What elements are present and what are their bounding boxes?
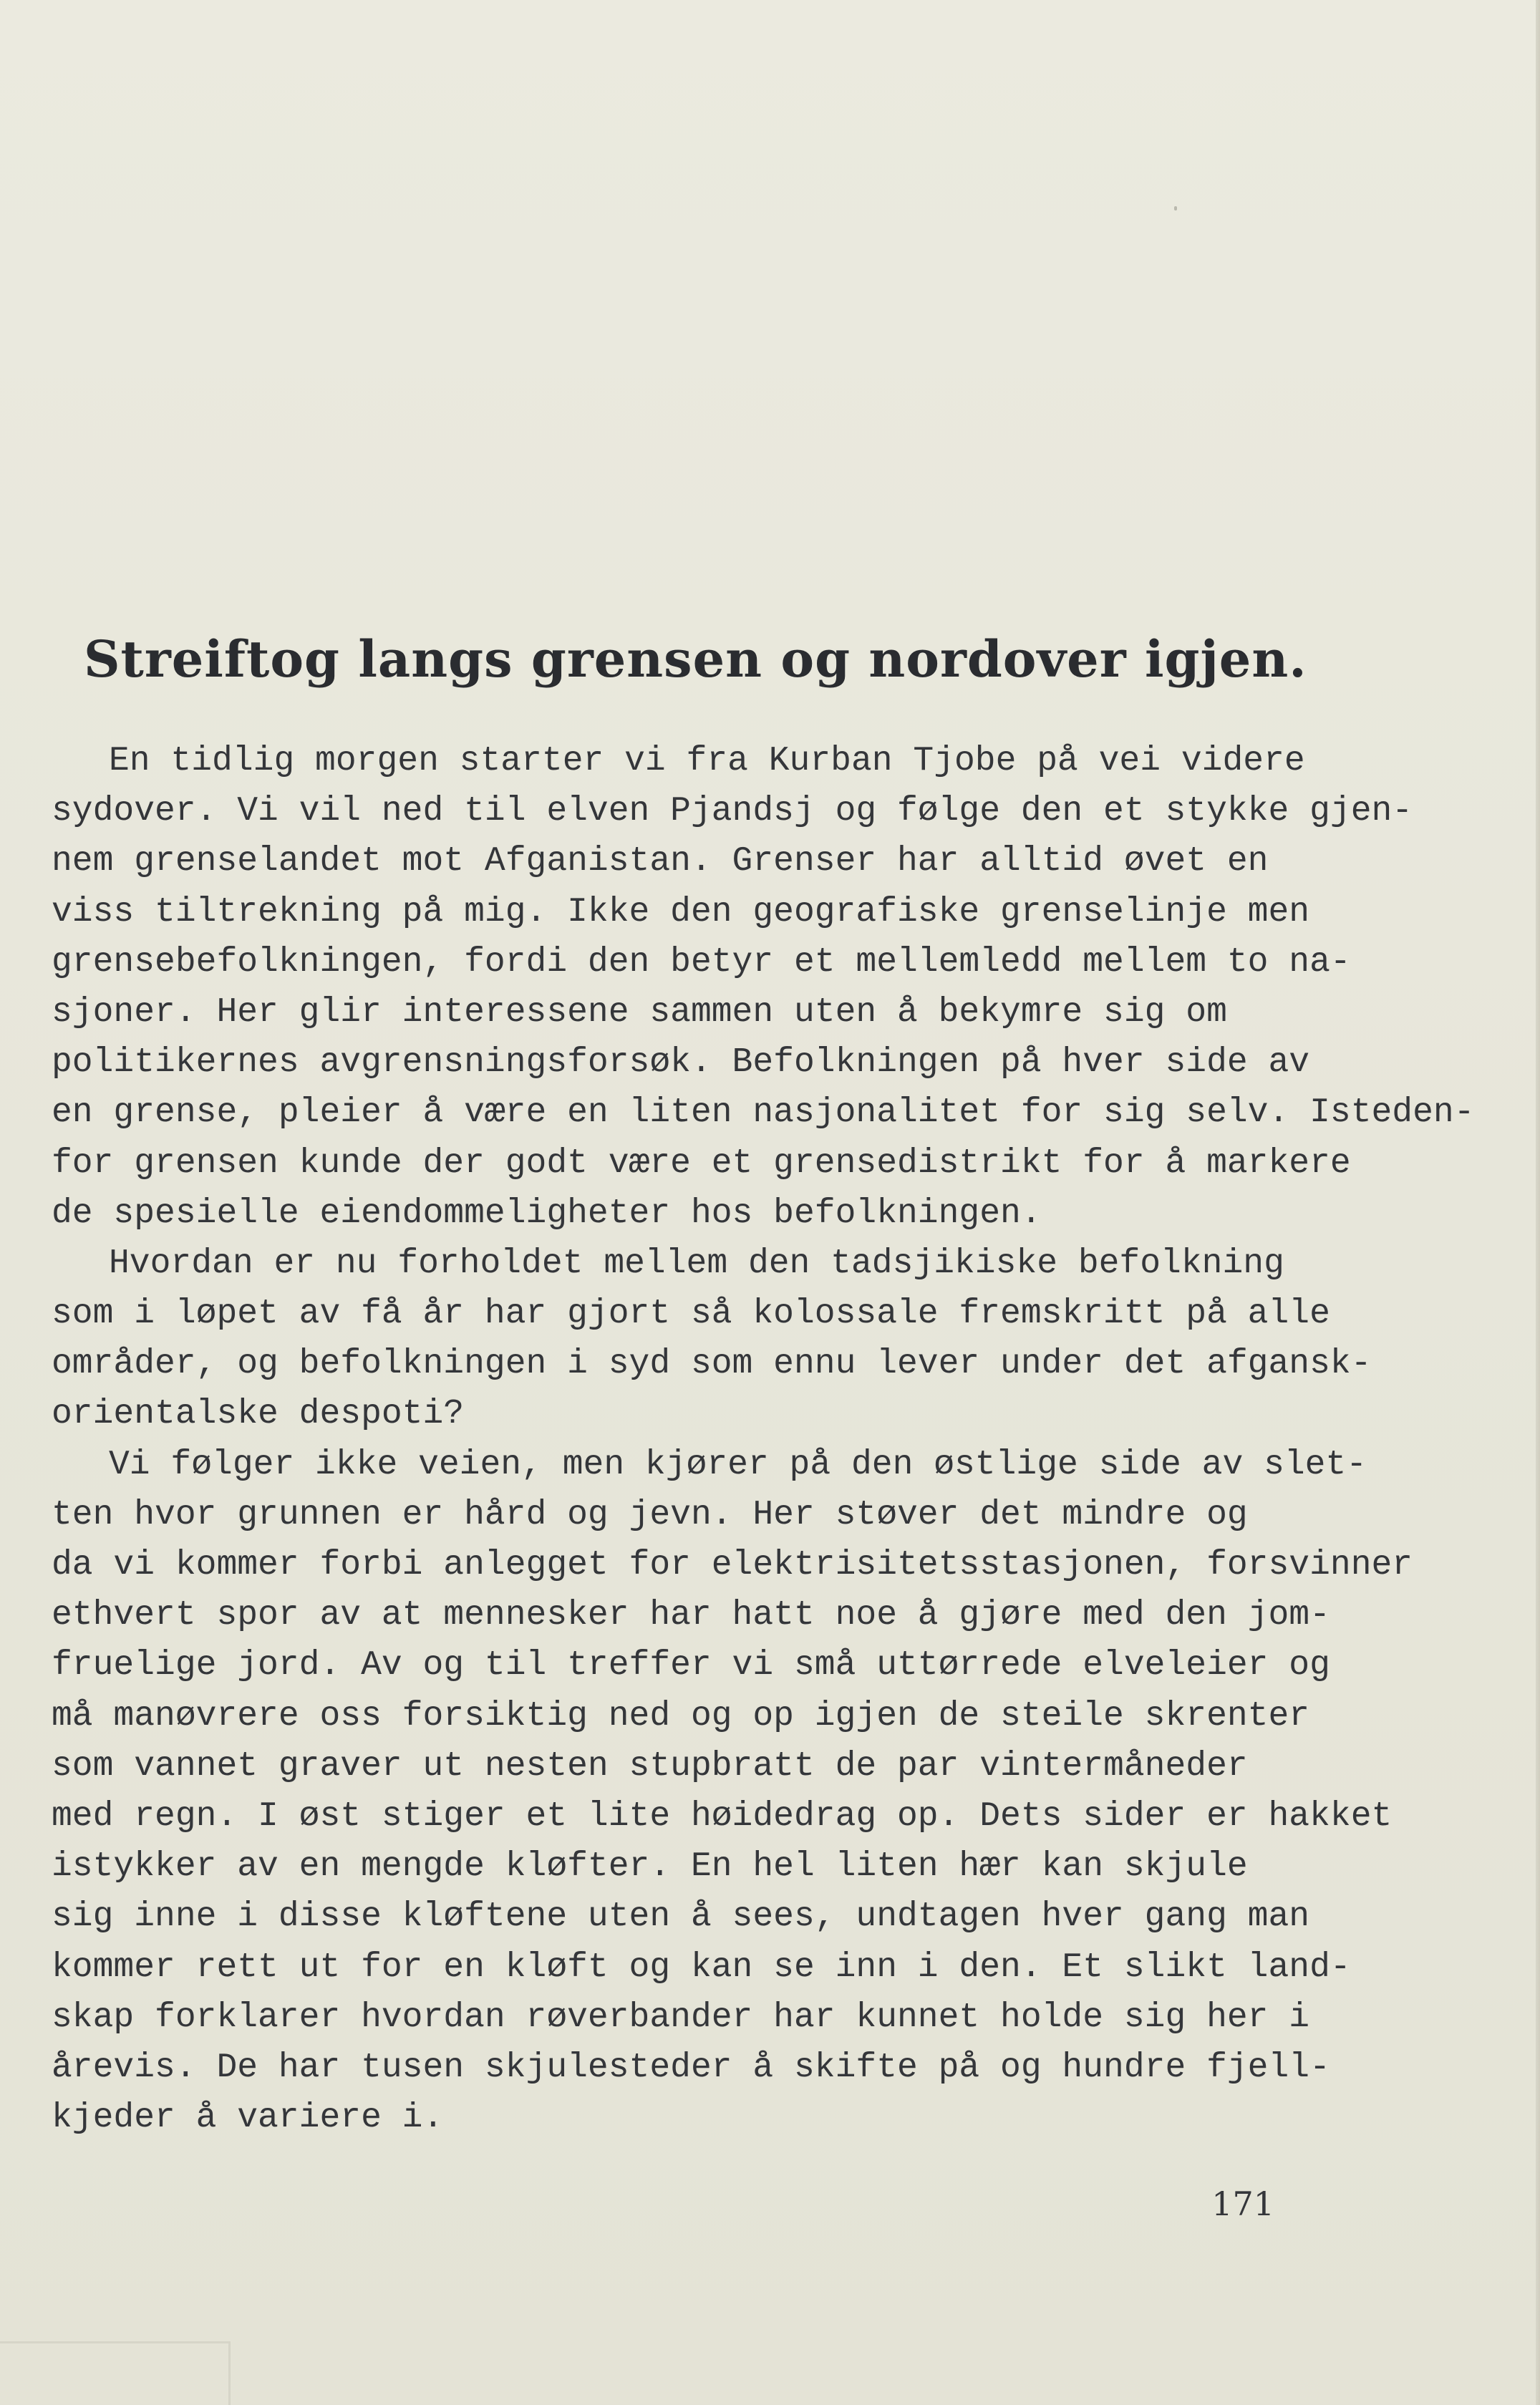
scan-corner-mark [0, 2341, 231, 2405]
paragraph-3 [52, 1440, 1413, 2144]
text-line: viss tiltrekning på mig. Ikke den geografiske grenselinje men [52, 892, 1310, 931]
text-line: sjoner. Her glir interessene sammen uten å bekymre sig om [52, 992, 1227, 1032]
text-line: orientalske despoti? [52, 1395, 465, 1434]
text-line: En tidlig morgen starter vi fra Kurban Tjobe på vei videre [109, 742, 1305, 780]
text-line: kjeder å variere i. [52, 2099, 444, 2138]
text-line: som vannet graver ut nesten stupbratt de par vintermåneder [52, 1746, 1248, 1786]
text-line: da vi kommer forbi anlegget for elektrisitetsstasjonen, forsvinner [52, 1546, 1413, 1584]
text-line: Hvordan er nu forholdet mellem den tadsjikiske befolkning [109, 1244, 1284, 1283]
text-line: sydover. Vi vil ned til elven Pjandsj og følge den et stykke gjen- [52, 792, 1413, 831]
body-text [52, 736, 1475, 2143]
text-line: kommer rett ut for en kløft og kan se inn i den. Et slikt land- [52, 1947, 1351, 1987]
page-number: 171 [1211, 2184, 1274, 2223]
text-line: grensebefolkningen, fordi den betyr et mellemledd mellem to na- [52, 942, 1351, 982]
text-line: en grense, pleier å være en liten nasjonalitet for sig selv. Isteden- [52, 1093, 1475, 1133]
text-line: sig inne i disse kløftene uten å sees, undtagen hver gang man [52, 1897, 1310, 1937]
text-line: områder, og befolkningen i syd som ennu lever under det afgansk- [52, 1345, 1372, 1384]
text-line: som i løpet av få år har gjort så kolossale fremskritt på alle [52, 1295, 1330, 1334]
paper-speck [1174, 206, 1177, 211]
text-line: årevis. De har tusen skjulesteder å skifte på og hundre fjell- [52, 2048, 1330, 2087]
text-line: politikernes avgrensningsforsøk. Befolkningen på hver side av [52, 1043, 1310, 1083]
text-line: må manøvrere oss forsiktig ned og op igjen de steile skrenter [52, 1696, 1310, 1736]
chapter-title: Streiftog langs grensen og nordover igjen. [84, 629, 1307, 689]
text-line: Vi følger ikke veien, men kjører på den østlige side av slet- [109, 1445, 1367, 1484]
text-line: fruelige jord. Av og til treffer vi små uttørrede elveleier og [52, 1646, 1330, 1685]
text-line: med regn. I øst stiger et lite høidedrag op. Dets sider er hakket [52, 1796, 1393, 1836]
text-line: istykker av en mengde kløfter. En hel liten hær kan skjule [52, 1847, 1248, 1887]
text-line: nem grenselandet mot Afganistan. Grenser har alltid øvet en [52, 842, 1269, 881]
text-line: de spesielle eiendommeligheter hos befolkningen. [52, 1194, 1042, 1233]
text-line: skap forklarer hvordan røverbander har kunnet holde sig her i [52, 1998, 1310, 2037]
text-line: ethvert spor av at mennesker har hatt noe å gjøre med den jom- [52, 1596, 1330, 1635]
paragraph-2 [52, 1239, 1372, 1440]
text-line: for grensen kunde der godt være et grensedistrikt for å markere [52, 1143, 1351, 1183]
paragraph-1 [52, 736, 1475, 1239]
text-line: ten hvor grunnen er hård og jevn. Her støver det mindre og [52, 1495, 1248, 1534]
page-edge [1536, 0, 1540, 2405]
